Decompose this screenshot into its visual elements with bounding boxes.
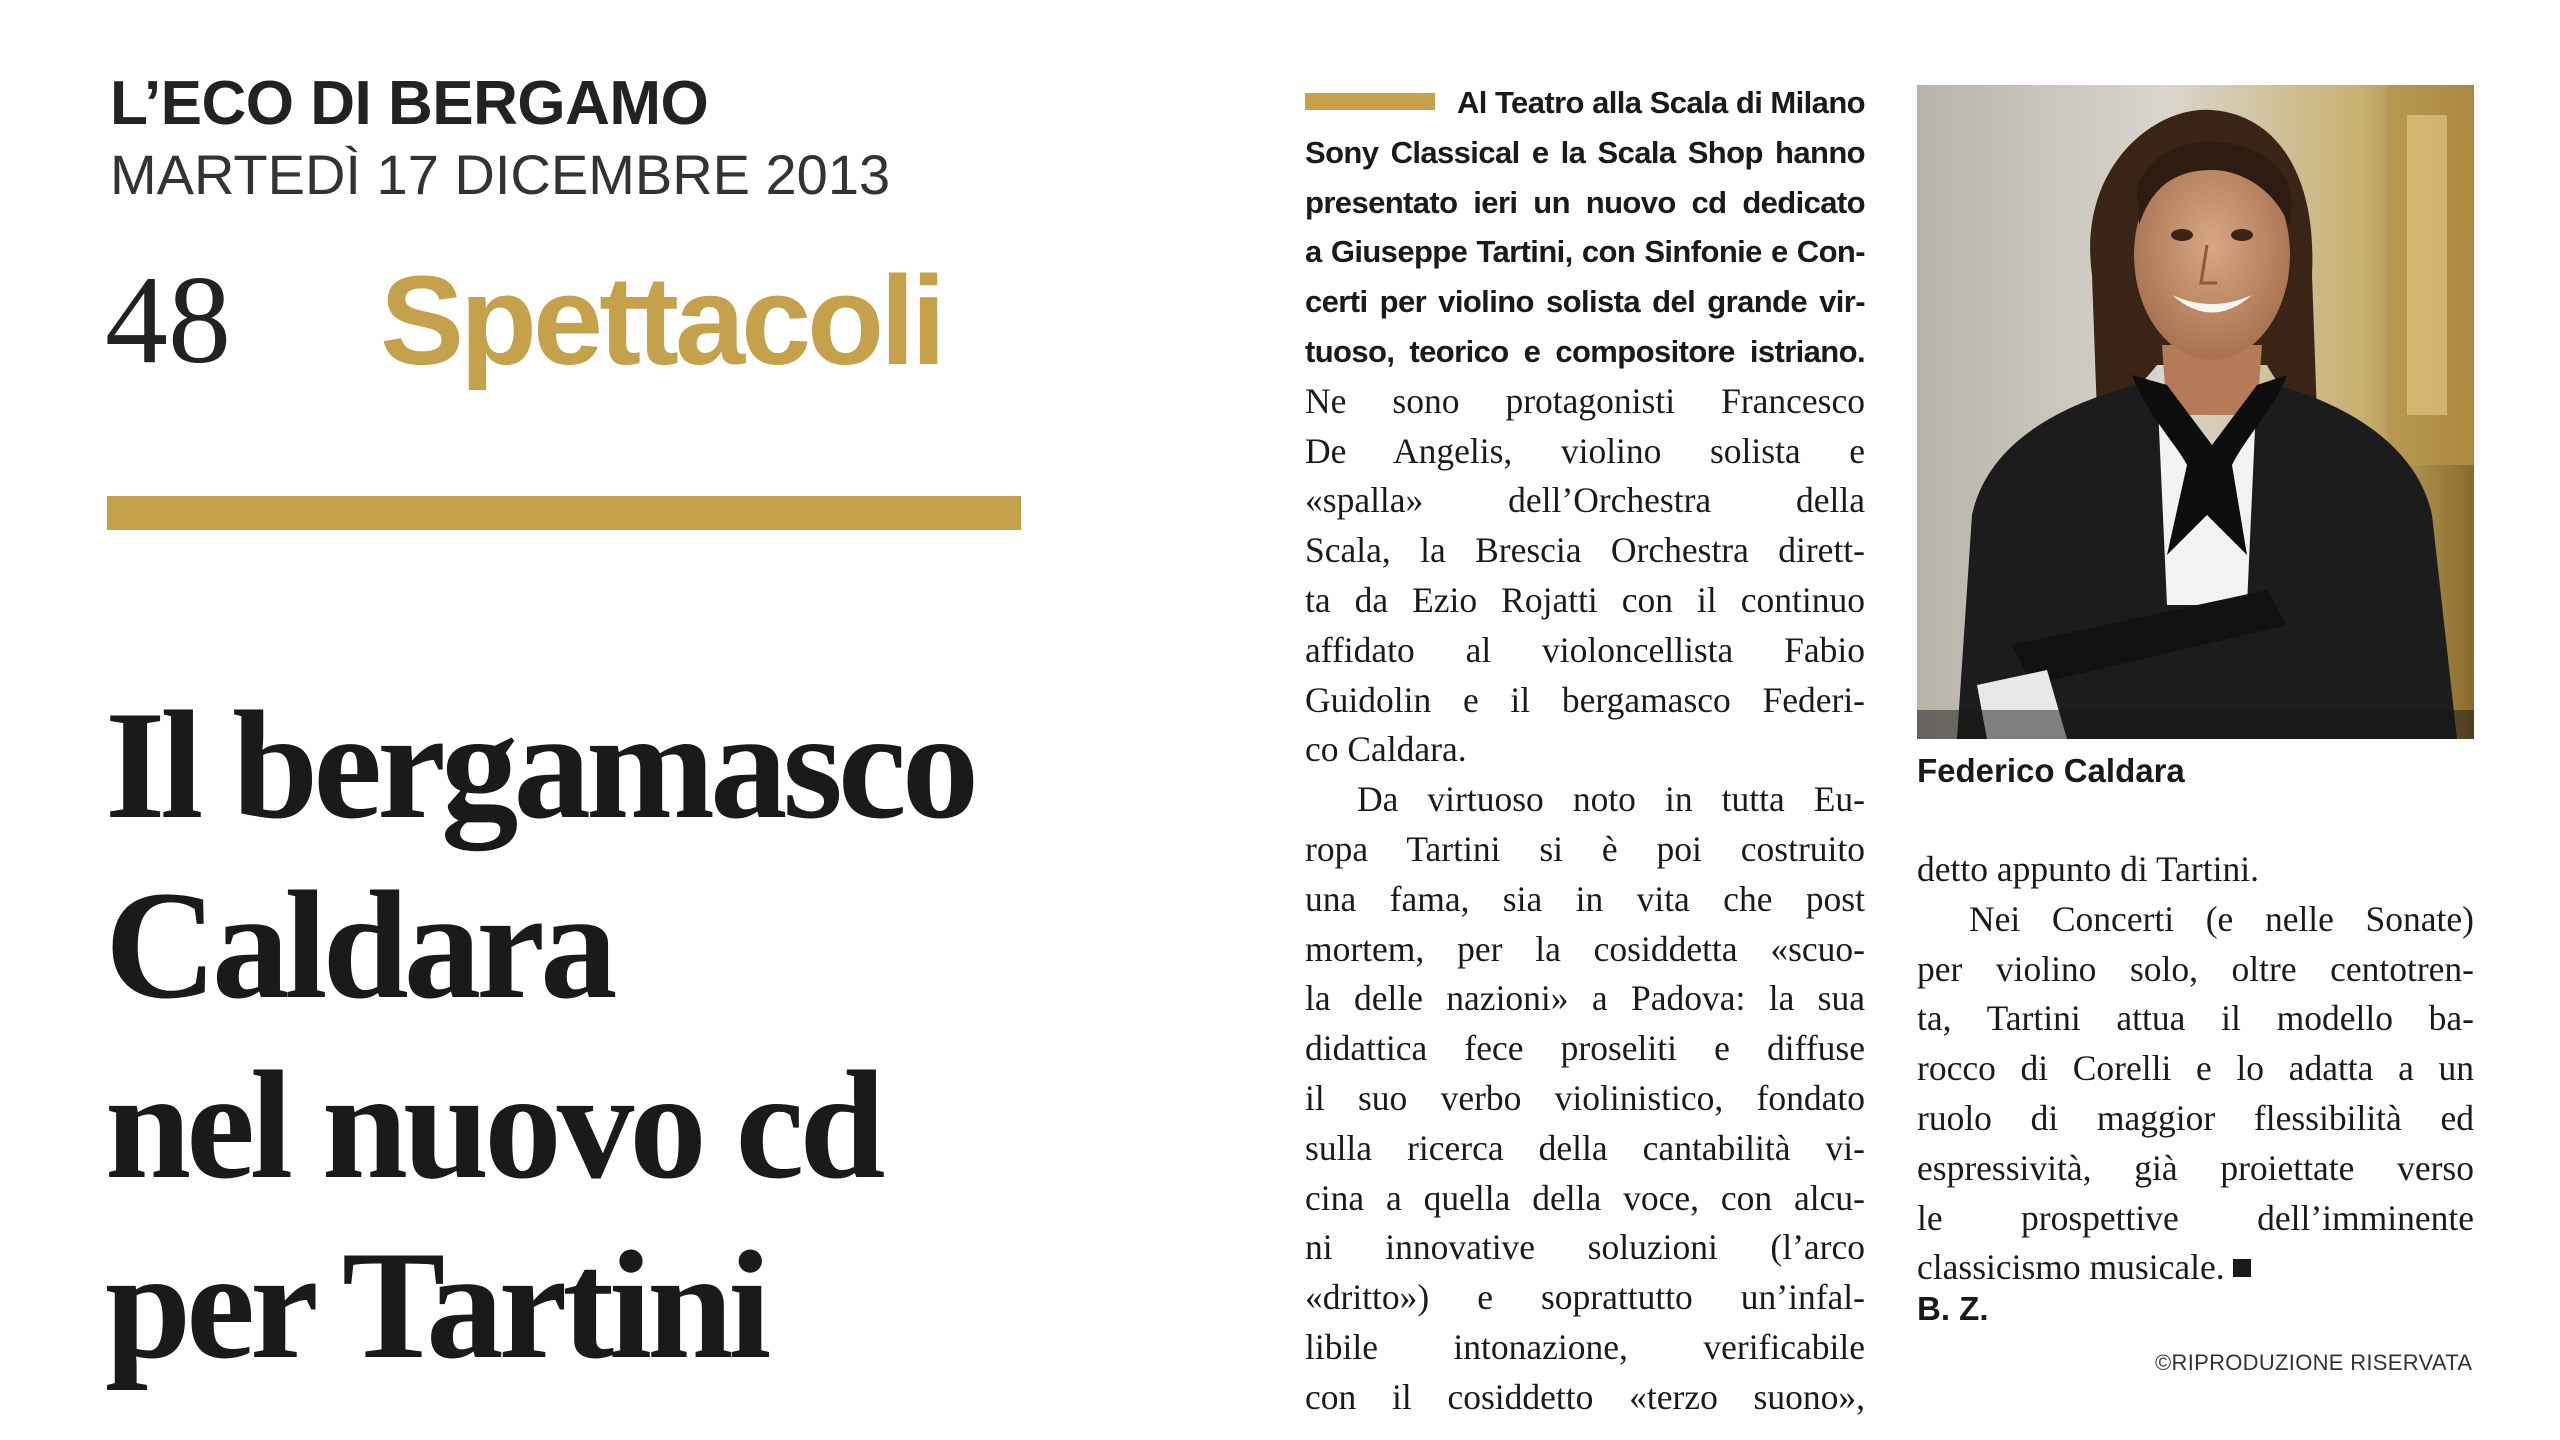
author-byline: B. Z. [1917,1290,1989,1327]
article-column-1 [1305,78,1865,1423]
body-line: ropa Tartini si è poi costruito [1305,828,1865,869]
section-title: Spettacoli [380,250,943,391]
body-line: una fama, sia in vita che post [1305,878,1865,919]
body-line: sulla ricerca della cantabilità vi- [1305,1127,1865,1168]
body-line: con il cosiddetto «terzo suono», [1305,1376,1865,1417]
body-line: detto appunto di Tartini. [1917,849,2259,889]
headline-line: Caldara [105,859,613,1031]
copyright-notice: ©RIPRODUZIONE RISERVATA [2155,1350,2473,1375]
body-line: cina a quella della voce, con alcu- [1305,1177,1865,1218]
body-line: «spalla» dell’Orchestra della [1305,480,1865,521]
body-line: Ne sono protagonisti Francesco [1305,380,1865,421]
body-line: Nei Concerti (e nelle Sonate) [1969,898,2474,939]
body-line: rocco di Corelli e lo adatta a un [1917,1048,2474,1089]
body-line: affidato al violoncellista Fabio [1305,629,1865,670]
body-line: il suo verbo violinistico, fondato [1305,1077,1865,1118]
lead-line: Al Teatro alla Scala di Milano [1457,85,1865,120]
body-line: co Caldara. [1305,729,1467,770]
issue-date: MARTEDÌ 17 DICEMBRE 2013 [110,143,891,206]
body-line: ni innovative soluzioni (l’arco [1305,1227,1865,1268]
body-line: Scala, la Brescia Orchestra dirett- [1305,530,1865,571]
body-line: la delle nazioni» a Padova: la sua [1305,978,1865,1019]
body-line: Da virtuoso noto in tutta Eu- [1357,779,1865,820]
lead-line: presentato ieri un nuovo cd dedicato [1305,184,1865,220]
body-line: ruolo di maggior flessibilità ed [1917,1097,2474,1138]
headline-line: nel nuovo cd [105,1039,881,1211]
body-line: Guidolin e il bergamasco Federi- [1305,679,1865,720]
article-headline [105,675,1065,1395]
body-line-last [1917,1243,2474,1293]
headline-line: per Tartini [105,1219,767,1391]
body-line: mortem, per la cosiddetta «scuo- [1305,928,1865,969]
body-line: ta da Ezio Rojatti con il continuo [1305,579,1865,620]
body-line: «dritto») e soprattutto un’infal- [1305,1277,1865,1318]
portrait-image [1917,85,2474,739]
section-rule [107,496,1021,530]
body-line: libile intonazione, verificabile [1305,1326,1865,1367]
body-line: per violino solo, oltre centotren- [1917,948,2474,989]
newspaper-name: L’ECO DI BERGAMO [110,69,709,138]
portrait-photo [1917,85,2474,739]
lead-line: Sony Classical e la Scala Shop hanno [1305,134,1865,170]
lead-line: certi per violino solista del grande vir- [1305,284,1865,320]
lead-line: tuoso, teorico e compositore istriano. [1305,333,1865,369]
photo-caption: Federico Caldara [1917,752,2185,789]
body-line: De Angelis, violino solista e [1305,430,1865,471]
body-line: le prospettive dell’imminente [1917,1197,2474,1238]
end-of-article-mark [2233,1259,2251,1277]
body-line-text: classicismo musicale. [1917,1247,2225,1288]
article-column-2 [1917,845,2474,1293]
page-number: 48 [105,251,231,390]
headline-line: Il bergamasco [105,679,975,851]
body-line: ta, Tartini attua il modello ba- [1917,998,2474,1039]
body-line: didattica fece proseliti e diffuse [1305,1028,1865,1069]
body-line: espressività, già proiettate verso [1917,1147,2474,1188]
lead-line: a Giuseppe Tartini, con Sinfonie e Con- [1305,234,1865,270]
